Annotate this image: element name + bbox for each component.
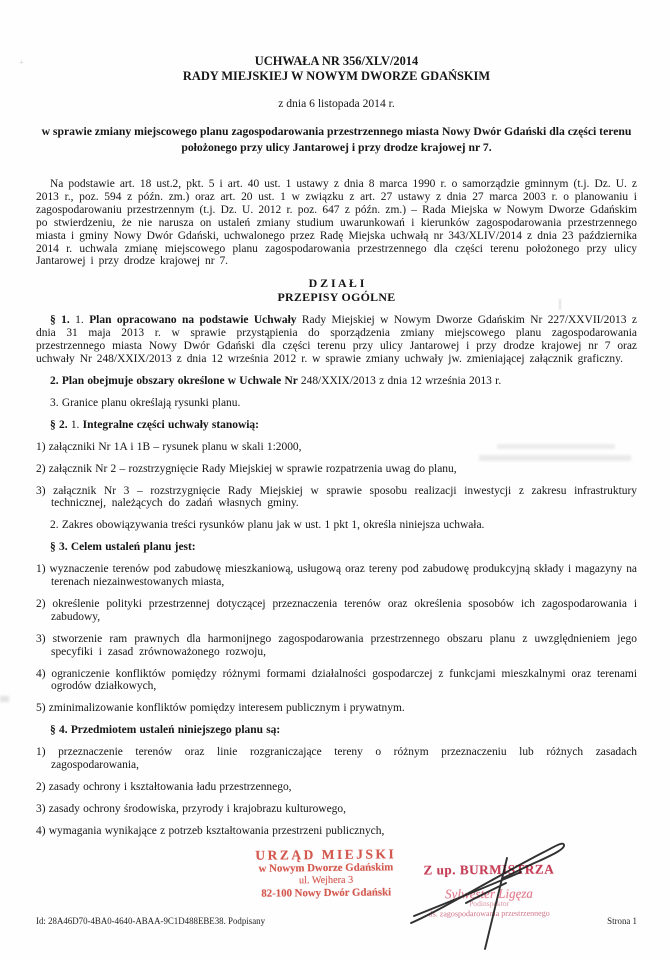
par-2-2: 2. Zakres obowiązywania treści rysunków planu jak w ust. 1 pkt 1, określa niniejsza uchwała. <box>50 519 485 532</box>
par-4: § 4. Przedmiotem ustaleń niniejszego planu są: <box>50 724 281 737</box>
deputy-stamp-title: Z up. BURMISTRZA <box>423 861 555 878</box>
par-2-list-2: 2) załącznik Nr 2 – rozstrzygnięcie Rady Miejskiej w sprawie rozpatrzenia uwag do planu, <box>36 462 457 475</box>
par-2-list-3: 3) załącznik Nr 3 – rozstrzygnięcie Rady Miejskiej w sprawie sposobu realizacji inwestycji z zakresu infrastruktury technicznej, należących do zadań własnych gminy. <box>36 484 637 510</box>
par-1-2: 2. Plan obejmuje obszary określone w Uchwale Nr 248/XXIX/2013 z dnia 12 września 2013 r. <box>50 374 502 387</box>
legal-basis: Na podstawie art. 18 ust.2, pkt. 5 i art. 40 ust. 1 ustawy z dnia 8 marca 1990 r. o samorządzie gminnym (t.j. Dz. U. z 2013 r., poz. 594 z późn. zm.) oraz art. 20 ust. 1 w związku z art. 27 ustawy z dnia 27 marca 2003 r. o planowaniu i zagospodarowaniu przestrzennym (t.j. Dz. U. 2012 r. poz. 647 z późn. zm.) – Rada Miejska w Nowym Dworze Gdańskim po stwierdzeniu, że nie narusza on ustaleń zmiany studium uwarunkowań i kierunków zagospodarowania przestrzennego miasta i gminy Nowy Dwór Gdański, uchwalonego przez Radę Miejska uchwałą nr 343/XLIV/2014 z dnia 23 października 2014 r. uchwala zmianę miejscowego planu zagospodarowania przestrzennego dla części terenu położonego przy ulicy Jantarowej i przy drodze krajowej nr 7. <box>36 178 637 268</box>
document-body <box>36 54 637 847</box>
resolution-number: UCHWAŁA NR 356/XLV/2014 <box>254 54 419 68</box>
par-3-list-4: 4) ograniczenie konfliktów pomiędzy różnymi formami działalności gospodarczej z funkcjami mieszkalnymi oraz terenami ogrodów działkowych, <box>36 667 637 693</box>
par-4-list-1: 1) przeznaczenie terenów oraz linie rozgraniczające tereny o różnym przeznaczeniu lub różnych zasadach zagospodarowania, <box>36 746 637 772</box>
par-1-3: 3. Granice planu określają rysunki planu. <box>50 396 241 409</box>
deputy-stamp-department: ds. zagospodarowania przestrzennego <box>428 908 550 918</box>
document-id: Id: 28A46D70-4BA0-4640-ABAA-9C1D488EBE38. Podpisany <box>36 916 266 926</box>
office-stamp <box>238 846 415 900</box>
chapter-heading: D Z I A Ł I <box>308 276 365 291</box>
office-stamp-street: ul. Wejhera 3 <box>298 874 354 886</box>
par-4-list-4: 4) wymagania wynikające z potrzeb kształtowania przestrzeni publicznych, <box>36 824 385 837</box>
office-stamp-city: w Nowym Dworze Gdańskim <box>258 861 394 875</box>
resolution-subject: w sprawie zmiany miejscowego planu zagospodarowania przestrzennego miasta Nowy Dwór Gdański dla części terenu położonego przy ulicy Jantarowej i przy drodze krajowej nr 7. <box>41 125 632 154</box>
par-3: § 3. Celem ustaleń planu jest: <box>50 541 196 554</box>
council-name: RADY MIEJSKIEJ W NOWYM DWORZE GDAŃSKIM <box>182 69 491 83</box>
par-4-list-2: 2) zasady ochrony i kształtowania ładu przestrzennego, <box>36 781 292 793</box>
par-1-1: § 1. 1. Plan opracowano na podstawie Uchwały Rady Miejskiej w Nowym Dworze Gdańskim Nr 227/XXVII/2013 z dnia 31 maja 2013 r. w sprawie przystąpienia do sporządzenia zmiany miejscowego planu zagospodarowania przestrzennego miasta Nowy Dwór Gdański dla części terenu przy ulicy Jantarowej i przy drodze krajowej nr 7 oraz uchwały Nr 248/XXIX/2013 z dnia 12 września 2012 r. w sprawie zmiany uchwały jw. zmieniającej załącznik graficzny. <box>36 314 637 366</box>
page-number: Strona 1 <box>607 916 637 926</box>
signature-ink <box>396 836 591 954</box>
par-3-list-2: 2) określenie polityki przestrzennej dotyczącej przeznaczenia terenów oraz określenia sposobów ich zagospodarowania i zabudowy, <box>36 597 637 623</box>
par-2-1: § 2. 1. Integralne części uchwały stanowią: <box>50 418 259 431</box>
scan-artifact: + <box>19 58 24 67</box>
office-stamp-name: URZĄD MIEJSKI <box>255 846 397 863</box>
par-3-list-3: 3) stworzenie ram prawnych dla harmonijnego zagospodarowania przestrzennego obszaru planu z uwzględnieniem jego specyfiki i zasad zrównoważonego rozwoju, <box>36 632 637 658</box>
par-3-list-1: 1) wyznaczenie terenów pod zabudowę mieszkaniową, usługową oraz tereny pod zabudowę produkcyjną składy i magazyny na terenach niezainwestowanych miasta, <box>36 563 637 589</box>
deputy-stamp-name: Sylwester Ligęza <box>445 885 533 902</box>
office-stamp-postal: 82-100 Nowy Dwór Gdański <box>261 885 392 900</box>
scan-artifact <box>0 696 9 702</box>
par-2-list-1: 1) załączniki Nr 1A i 1B – rysunek planu w skali 1:2000, <box>36 440 302 453</box>
resolution-date: z dnia 6 listopada 2014 r. <box>278 97 395 110</box>
deputy-stamp-position: Podinspektor <box>469 898 510 909</box>
par-4-list-3: 3) zasady ochrony środowiska, przyrody i krajobrazu kulturowego, <box>36 802 346 815</box>
par-3-list-5: 5) zminimalizowanie konfliktów pomiędzy interesem publicznym i prywatnym. <box>36 702 405 715</box>
chapter-subheading: PRZEPISY OGÓLNE <box>277 289 396 304</box>
